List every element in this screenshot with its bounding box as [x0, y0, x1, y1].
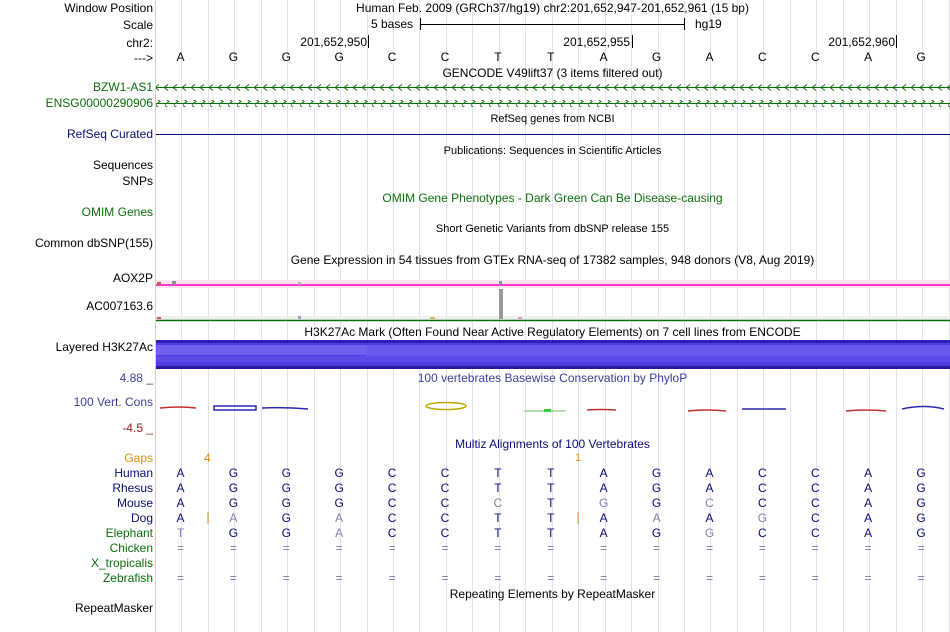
gene-bzw1-as1[interactable] — [156, 84, 950, 91]
h3k27ac-track-title: H3K27Ac Mark (Often Found Near Active Regulatory Elements) on 7 cell lines from ENCODE — [304, 325, 801, 339]
aligned-base: G — [916, 466, 926, 480]
aligned-base: T — [547, 481, 555, 495]
cons-track-title: 100 vertebrates Basewise Conservation by PhyloP — [417, 371, 688, 385]
aligned-base: C — [387, 496, 397, 510]
aligned-base: A — [864, 466, 873, 480]
aligned-base: = — [335, 571, 343, 585]
aligned-base: = — [705, 571, 713, 585]
aligned-base: T — [494, 511, 502, 525]
strand-label: ---> — [134, 51, 153, 65]
reference-base: A — [705, 50, 714, 64]
aligned-base: = — [547, 571, 555, 585]
aligned-base: = — [494, 571, 502, 585]
aligned-base: G — [916, 481, 926, 495]
aligned-base: A — [335, 526, 344, 540]
aligned-base: = — [176, 541, 184, 555]
aligned-base: C — [810, 496, 820, 510]
h3k27ac-track-label[interactable]: Layered H3K27Ac — [55, 340, 153, 354]
aligned-base: = — [441, 541, 449, 555]
aligned-base: = — [758, 541, 766, 555]
aligned-base: = — [600, 541, 608, 555]
aligned-base: A — [864, 481, 873, 495]
aligned-base: = — [864, 541, 872, 555]
aligned-base: G — [228, 481, 239, 495]
aligned-base: A — [335, 511, 344, 525]
aligned-base: = — [229, 541, 237, 555]
reference-base: T — [547, 50, 555, 64]
reference-base: C — [758, 50, 767, 64]
dbsnp-track-title: Short Genetic Variants from dbSNP release 155 — [435, 223, 670, 235]
aligned-base: C — [810, 466, 820, 480]
aligned-base: = — [547, 541, 555, 555]
aligned-base: C — [387, 481, 397, 495]
aligned-base: G — [599, 496, 609, 510]
aligned-base: G — [228, 496, 239, 510]
aligned-base: T — [494, 466, 502, 480]
aligned-base: C — [440, 511, 450, 525]
reference-base: G — [651, 50, 662, 64]
aligned-base: A — [599, 526, 608, 540]
aligned-base: A — [705, 466, 714, 480]
reference-base: C — [810, 50, 820, 64]
species-label-x-tropicalis[interactable]: X_tropicalis — [90, 556, 153, 570]
aligned-base: = — [335, 541, 343, 555]
aligned-base: G — [651, 526, 662, 540]
aligned-base: G — [704, 526, 715, 540]
gtex-ac007163-6-bars[interactable] — [156, 289, 950, 321]
aligned-base: T — [494, 526, 502, 540]
gene-label-bzw1-as1[interactable]: BZW1-AS1 — [92, 80, 153, 94]
aligned-base: = — [811, 541, 819, 555]
aligned-base: A — [176, 511, 185, 525]
aligned-base: C — [810, 511, 820, 525]
aligned-base: = — [494, 541, 502, 555]
aligned-base: C — [810, 481, 820, 495]
species-label-human[interactable]: Human — [114, 466, 153, 480]
aligned-base: G — [334, 466, 344, 480]
aligned-base: C — [387, 511, 397, 525]
aligned-base: C — [440, 526, 450, 540]
aligned-base: A — [864, 526, 873, 540]
reference-base: G — [334, 50, 344, 64]
gtex-track-title: Gene Expression in 54 tissues from GTEx RNA-seq of 17382 samples, 948 donors (V8, Aug 2019) — [290, 253, 815, 267]
window-position-value: Human Feb. 2009 (GRCh37/hg19) chr2:201,652,947-201,652,961 (15 bp) — [356, 1, 749, 15]
aligned-base: A — [599, 466, 608, 480]
aligned-base: A — [864, 511, 873, 525]
species-label-rhesus[interactable]: Rhesus — [112, 481, 153, 495]
aligned-base: G — [281, 496, 291, 510]
reference-base: C — [387, 50, 397, 64]
aligned-base: G — [281, 466, 291, 480]
scale-assembly: hg19 — [695, 17, 722, 31]
gtex-gene-label-ac007163-6[interactable]: AC007163.6 — [86, 299, 153, 313]
refseq-track-title: RefSeq genes from NCBI — [490, 113, 615, 125]
window-position-label: Window Position — [64, 1, 153, 15]
aligned-base: T — [547, 466, 555, 480]
reference-base: G — [916, 50, 926, 64]
aligned-base: T — [547, 496, 555, 510]
scale-label: Scale — [122, 18, 153, 32]
reference-base: G — [281, 50, 291, 64]
aligned-base: G — [228, 466, 239, 480]
repeatmasker-track-label[interactable]: RepeatMasker — [74, 601, 153, 615]
aligned-base: T — [494, 481, 502, 495]
aligned-base: = — [758, 571, 766, 585]
species-label-chicken[interactable]: Chicken — [109, 541, 153, 555]
position-label-1: 201,652,950 — [300, 35, 367, 49]
gtex-gene-label-aox2p[interactable]: AOX2P — [112, 271, 153, 285]
aligned-base: A — [176, 496, 185, 510]
omim-track-title: OMIM Gene Phenotypes - Dark Green Can Be Disease-causing — [382, 191, 723, 205]
aligned-base: A — [705, 481, 714, 495]
multiz-gaps-label: Gaps — [124, 451, 153, 465]
reference-base: A — [864, 50, 873, 64]
aligned-base: C — [705, 496, 714, 510]
aligned-base: A — [652, 511, 661, 525]
cons-track-label[interactable]: 100 Vert. Cons — [73, 395, 153, 409]
aligned-base: G — [651, 466, 662, 480]
aligned-base: A — [176, 466, 185, 480]
species-label-elephant[interactable]: Elephant — [105, 526, 153, 540]
aligned-base: G — [916, 526, 926, 540]
aligned-base: C — [758, 466, 767, 480]
aligned-base: A — [176, 481, 185, 495]
aligned-base: G — [916, 496, 926, 510]
publications-track-title: Publications: Sequences in Scientific Articles — [443, 145, 662, 157]
reference-base: T — [494, 50, 502, 64]
aligned-base: A — [864, 496, 873, 510]
aligned-base: C — [440, 466, 450, 480]
snps-track-label[interactable]: SNPs — [122, 174, 153, 188]
cons-y-max: 4.88 _ — [119, 371, 153, 385]
aligned-base: = — [653, 541, 661, 555]
species-label-mouse[interactable]: Mouse — [116, 496, 153, 510]
chrom-label: chr2: — [126, 36, 153, 50]
aligned-base: T — [547, 511, 555, 525]
h3k27ac-signal[interactable] — [156, 340, 950, 369]
aligned-base: T — [547, 526, 555, 540]
aligned-base: C — [387, 466, 397, 480]
scale-bar-text: 5 bases — [371, 17, 414, 31]
aligned-base: G — [334, 496, 344, 510]
position-label-2: 201,652,955 — [563, 35, 630, 49]
aligned-base: C — [440, 481, 450, 495]
aligned-base: = — [441, 571, 449, 585]
aligned-base: G — [334, 481, 344, 495]
species-label-zebrafish[interactable]: Zebrafish — [102, 571, 153, 585]
aligned-base: G — [651, 481, 662, 495]
multiz-track-title: Multiz Alignments of 100 Vertebrates — [455, 437, 650, 451]
aligned-base: = — [282, 541, 290, 555]
conservation-signal[interactable] — [160, 403, 944, 413]
reference-base: G — [228, 50, 239, 64]
gencode-track-title: GENCODE V49lift37 (3 items filtered out) — [442, 66, 663, 80]
aligned-base: C — [758, 496, 767, 510]
alignment-gap-marks — [208, 512, 578, 524]
aligned-base: = — [864, 571, 872, 585]
aligned-base: C — [810, 526, 820, 540]
aligned-base: C — [440, 496, 450, 510]
aligned-base: = — [282, 571, 290, 585]
aligned-base: C — [387, 526, 397, 540]
aligned-base: = — [388, 541, 396, 555]
aligned-base: G — [757, 511, 768, 525]
aligned-base: G — [281, 526, 291, 540]
refseq-track-label[interactable]: RefSeq Curated — [66, 127, 153, 141]
aligned-base: G — [916, 511, 926, 525]
position-label-3: 201,652,960 — [828, 35, 895, 49]
aligned-base: = — [176, 571, 184, 585]
aligned-base: = — [229, 571, 237, 585]
aligned-base: = — [917, 541, 925, 555]
publications-track-label[interactable]: Sequences — [92, 158, 153, 172]
aligned-base: = — [811, 571, 819, 585]
aligned-base: A — [599, 511, 608, 525]
aligned-base: = — [388, 571, 396, 585]
species-label-dog[interactable]: Dog — [130, 511, 153, 525]
gene-ensg00000290906[interactable] — [156, 100, 950, 107]
reference-base: C — [440, 50, 450, 64]
aligned-base: C — [758, 481, 767, 495]
aligned-base: G — [228, 526, 239, 540]
aligned-base: T — [176, 526, 185, 540]
cons-y-min: -4.5 _ — [122, 421, 153, 435]
aligned-base: G — [281, 511, 291, 525]
dbsnp-track-label[interactable]: Common dbSNP(155) — [34, 236, 153, 250]
aligned-base: = — [917, 571, 925, 585]
reference-base: A — [599, 50, 608, 64]
reference-base: A — [176, 50, 185, 64]
aligned-base: G — [651, 496, 662, 510]
aligned-base: = — [705, 541, 713, 555]
aligned-base: G — [281, 481, 291, 495]
aligned-base: C — [758, 526, 767, 540]
gtex-aox2p-bars[interactable] — [156, 280, 950, 288]
repeatmasker-track-title: Repeating Elements by RepeatMasker — [449, 587, 656, 601]
aligned-base: A — [599, 481, 608, 495]
gene-label-ensg00000290906[interactable]: ENSG00000290906 — [45, 96, 153, 110]
aligned-base: = — [653, 571, 661, 585]
aligned-base: A — [705, 511, 714, 525]
omim-track-label[interactable]: OMIM Genes — [81, 205, 153, 219]
aligned-base: C — [493, 496, 503, 510]
aligned-base: A — [229, 511, 238, 525]
aligned-base: = — [600, 571, 608, 585]
gap-count-1: 4 — [204, 451, 211, 465]
gap-count-2: 1 — [575, 452, 582, 464]
